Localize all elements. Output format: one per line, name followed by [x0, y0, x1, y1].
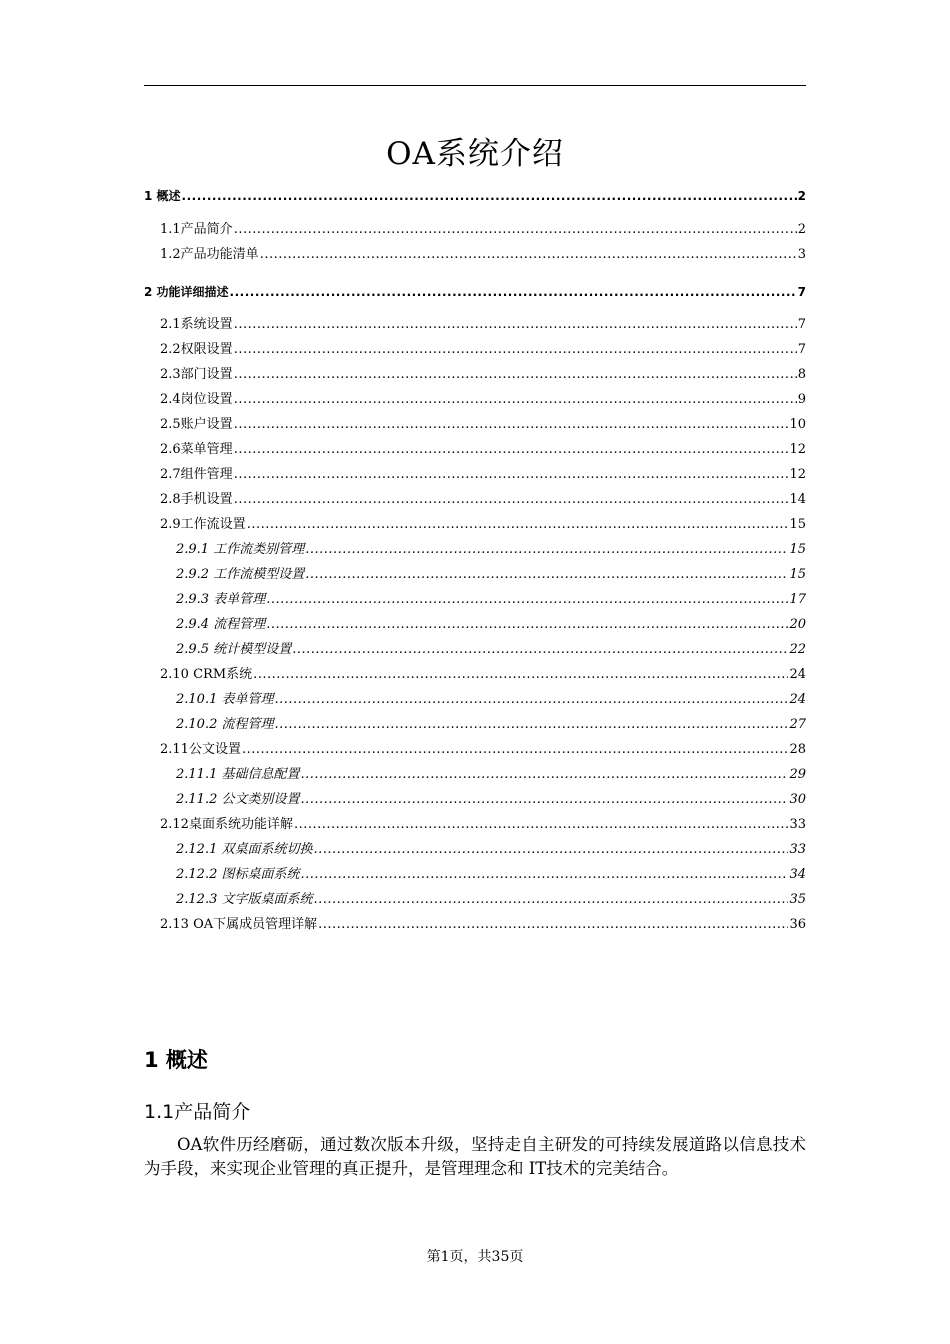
toc-entry-title: 2.9.1 工作流类别管理 — [176, 542, 305, 557]
toc-leader-dots — [260, 247, 797, 263]
toc-entry-page: 12 — [789, 442, 806, 457]
toc-entry-page: 27 — [789, 717, 806, 732]
toc-entry-page: 3 — [797, 247, 806, 262]
toc-entry[interactable] — [144, 247, 806, 263]
toc-leader-dots — [230, 284, 797, 300]
toc-leader-dots — [234, 442, 789, 458]
toc-entry-title: 2 功能详细描述 — [144, 285, 229, 299]
toc-entry-title: 2.7组件管理 — [160, 467, 233, 482]
toc-entry-page: 15 — [789, 542, 806, 557]
toc-leader-dots — [305, 567, 788, 583]
toc-entry-title: 2.12.1 双桌面系统切换 — [176, 842, 313, 857]
toc-leader-dots — [313, 892, 788, 908]
toc-entry-title: 1 概述 — [144, 189, 181, 203]
toc-entry[interactable] — [144, 692, 806, 708]
toc-entry[interactable] — [144, 342, 806, 358]
toc-entry-title: 2.12桌面系统功能详解 — [160, 817, 293, 832]
toc-entry[interactable] — [144, 222, 806, 238]
toc-entry-page: 15 — [789, 567, 806, 582]
toc-entry-title: 2.6菜单管理 — [160, 442, 233, 457]
toc-entry[interactable] — [144, 817, 806, 833]
toc-entry-page: 14 — [789, 492, 806, 507]
toc-leader-dots — [300, 792, 788, 808]
body-paragraph: OA软件历经磨砺，通过数次版本升级，坚持走自主研发的可持续发展道路以信息技术为手段，来实现企业管理的真正提升，是管理理念和 IT技术的完美结合。 — [144, 1135, 806, 1178]
toc-entry[interactable] — [144, 367, 806, 383]
toc-entry-page: 30 — [789, 792, 806, 807]
toc-leader-dots — [266, 592, 788, 608]
toc-entry[interactable] — [144, 467, 806, 483]
toc-entry-title: 2.9工作流设置 — [160, 517, 246, 532]
toc-entry-title: 2.4岗位设置 — [160, 392, 233, 407]
toc-entry[interactable] — [144, 842, 806, 858]
toc-leader-dots — [305, 542, 788, 558]
document-title: OA系统介绍 — [386, 136, 564, 172]
toc-entry-page: 7 — [797, 342, 806, 357]
toc-entry[interactable] — [144, 284, 806, 300]
toc-entry-page: 24 — [789, 667, 806, 682]
toc-entry[interactable] — [144, 642, 806, 658]
toc-leader-dots — [234, 342, 797, 358]
toc-entry[interactable] — [144, 867, 806, 883]
toc-entry-page: 36 — [789, 917, 806, 932]
toc-entry-page: 28 — [789, 742, 806, 757]
toc-entry-title: 2.10.2 流程管理 — [176, 717, 274, 732]
toc-entry[interactable] — [144, 717, 806, 733]
toc-entry[interactable] — [144, 767, 806, 783]
toc-entry[interactable] — [144, 567, 806, 583]
toc-entry[interactable] — [144, 892, 806, 908]
toc-entry-title: 2.5账户设置 — [160, 417, 233, 432]
toc-leader-dots — [234, 317, 797, 333]
toc-leader-dots — [247, 517, 789, 533]
toc-entry-page: 2 — [797, 189, 806, 203]
section-heading: 1 概述 — [144, 1048, 208, 1072]
toc-leader-dots — [234, 417, 789, 433]
toc-entry-title: 2.11.1 基础信息配置 — [176, 767, 300, 782]
toc-leader-dots — [266, 617, 788, 633]
toc-leader-dots — [234, 467, 789, 483]
toc-entry[interactable] — [144, 188, 806, 204]
toc-entry-page: 7 — [797, 285, 806, 299]
toc-entry[interactable] — [144, 442, 806, 458]
toc-entry-title: 1.1产品简介 — [160, 222, 233, 237]
toc-entry-page: 24 — [789, 692, 806, 707]
toc-entry-title: 2.3部门设置 — [160, 367, 233, 382]
toc-entry[interactable] — [144, 492, 806, 508]
toc-entry-title: 2.2权限设置 — [160, 342, 233, 357]
toc-entry-page: 8 — [797, 367, 806, 382]
toc-entry-page: 15 — [789, 517, 806, 532]
toc-leader-dots — [292, 642, 788, 658]
toc-entry-title: 2.9.5 统计模型设置 — [176, 642, 292, 657]
toc-entry[interactable] — [144, 617, 806, 633]
toc-entry[interactable] — [144, 742, 806, 758]
toc-entry-title: 2.9.4 流程管理 — [176, 617, 266, 632]
toc-entry[interactable] — [144, 667, 806, 683]
toc-entry[interactable] — [144, 917, 806, 933]
header-rule — [144, 85, 806, 86]
toc-entry-page: 7 — [797, 317, 806, 332]
toc-leader-dots — [234, 222, 797, 238]
toc-entry-title: 2.1系统设置 — [160, 317, 233, 332]
toc-entry[interactable] — [144, 417, 806, 433]
toc-entry[interactable] — [144, 317, 806, 333]
toc-entry-page: 12 — [789, 467, 806, 482]
toc-entry-title: 2.9.2 工作流模型设置 — [176, 567, 305, 582]
toc-entry-title: 2.9.3 表单管理 — [176, 592, 266, 607]
toc-entry-page: 34 — [789, 867, 806, 882]
toc-entry-title: 2.8手机设置 — [160, 492, 233, 507]
section-subheading: 1.1产品简介 — [144, 1101, 251, 1123]
toc-leader-dots — [274, 692, 788, 708]
toc-entry-page: 10 — [789, 417, 806, 432]
toc-entry-title: 2.11.2 公文类别设置 — [176, 792, 300, 807]
toc-entry-page: 29 — [789, 767, 806, 782]
toc-entry[interactable] — [144, 392, 806, 408]
toc-entry-title: 2.13 OA下属成员管理详解 — [160, 917, 318, 932]
toc-entry[interactable] — [144, 517, 806, 533]
toc-entry-page: 17 — [789, 592, 806, 607]
toc-entry-page: 22 — [789, 642, 806, 657]
toc-entry-title: 2.12.2 图标桌面系统 — [176, 867, 300, 882]
toc-leader-dots — [300, 767, 788, 783]
toc-entry-page: 20 — [789, 617, 806, 632]
toc-entry-page: 35 — [789, 892, 806, 907]
page-footer: 第1页，共35页 — [426, 1249, 524, 1265]
toc-entry-page: 2 — [797, 222, 806, 237]
toc-leader-dots — [182, 188, 797, 204]
toc-entry[interactable] — [144, 542, 806, 558]
toc-entry-title: 2.10 CRM系统 — [160, 667, 253, 682]
toc-entry-title: 1.2产品功能清单 — [160, 247, 259, 262]
toc-leader-dots — [294, 817, 789, 833]
toc-entry-title: 2.12.3 文字版桌面系统 — [176, 892, 313, 907]
toc-entry-page: 33 — [789, 842, 806, 857]
toc-entry-title: 2.10.1 表单管理 — [176, 692, 274, 707]
toc-leader-dots — [253, 667, 788, 683]
toc-leader-dots — [318, 917, 788, 933]
toc-entry-title: 2.11公文设置 — [160, 742, 241, 757]
toc-entry[interactable] — [144, 592, 806, 608]
toc-entry-page: 9 — [797, 392, 806, 407]
toc-leader-dots — [242, 742, 789, 758]
toc-entry[interactable] — [144, 792, 806, 808]
toc-leader-dots — [313, 842, 788, 858]
toc-leader-dots — [234, 492, 789, 508]
toc-entry-page: 33 — [789, 817, 806, 832]
toc-leader-dots — [274, 717, 788, 733]
toc-leader-dots — [234, 392, 797, 408]
toc-leader-dots — [300, 867, 788, 883]
toc-leader-dots — [234, 367, 797, 383]
